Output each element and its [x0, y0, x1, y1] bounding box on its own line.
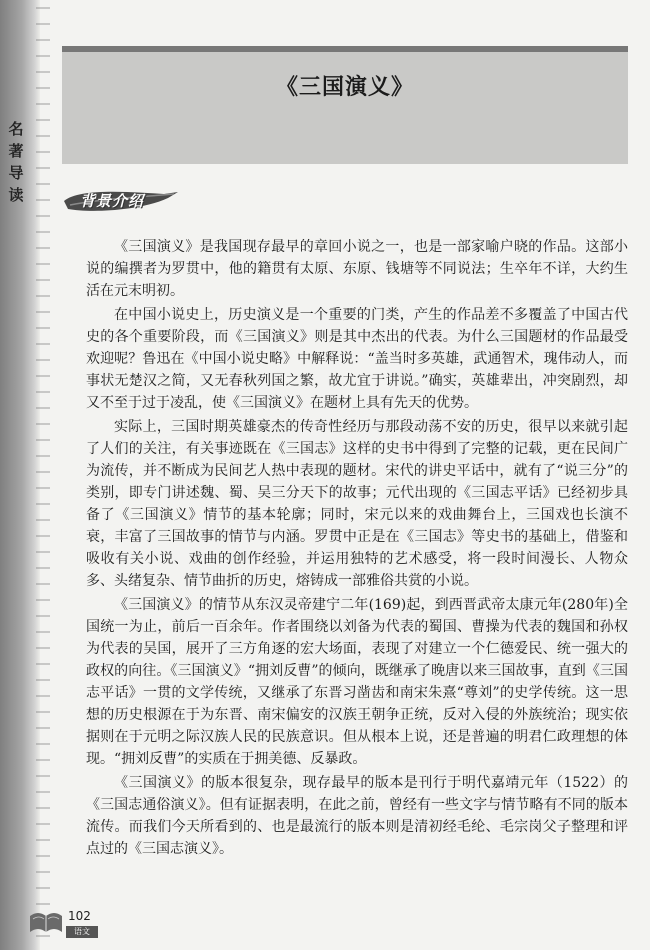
open-book-icon [28, 908, 64, 934]
sidebar-char: 导 [8, 164, 24, 182]
paragraph: 《三国演义》的情节从东汉灵帝建宁二年(169)起，到西晋武帝太康元年(280年)全国统一为止，前后一百余年。作者围绕以刘备为代表的蜀国、曹操为代表的魏国和孙权为代表的吴国，展开了三方角逐的宏大场面，表现了对建立一个仁德爱民、统一强大的政权的向往。《三国演义》“拥刘反曹”的倾向，既继承了晚唐以来三国故事，直到《三国志平话》一贯的文学传统，又继承了东晋习凿齿和南宋朱熹“尊刘”的史学传统。这一思想的历史根源在于为东晋、南宋偏安的汉族王朝争正统，反对入侵的外族统治；现实依据则在于元明之际汉族人民的民族意识。但从根本上说，还是普遍的明君仁政理想的体现。“拥刘反曹”的实质在于拥美德、反暴政。 [86, 597, 628, 767]
article-body [86, 236, 628, 862]
subject-tab: 语文 [66, 926, 98, 938]
paragraph: 实际上，三国时期英雄豪杰的传奇性经历与那段动荡不安的历史，很早以来就引起了人们的关注，有关事迹既在《三国志》这样的史书中得到了完整的记载，更在民间广为流传，并不断成为民间艺人热中表现的题材。宋代的讲史平话中，就有了“说三分”的类别，即专门讲述魏、蜀、吴三分天下的故事；元代出现的《三国志平话》已经初步具备了《三国演义》情节的基本轮廓；同时，宋元以来的戏曲舞台上，三国戏也长演不衰，丰富了三国故事的情节与内涵。罗贯中正是在《三国志》等史书的基础上，借鉴和吸收有关小说、戏曲的创作经验，并运用独特的艺术感受，将一段时间漫长、人物众多、头绪复杂、情节曲折的历史，熔铸成一部雅俗共赏的小说。 [86, 419, 628, 589]
page-footer [28, 902, 138, 942]
sidebar-char: 读 [8, 186, 24, 204]
header-band [62, 46, 628, 164]
page-number: 102 [68, 909, 91, 923]
page-title: 《三国演义》 [275, 75, 414, 100]
paragraph: 《三国演义》的版本很复杂，现存最早的版本是刊行于明代嘉靖元年（1522）的《三国志通俗演义》。但有证据表明，在此之前，曾经有一些文字与情节略有不同的版本流传。而我们今天所看到的、也是最流行的版本则是清初经毛纶、毛宗岗父子整理和评点过的《三国志演义》。 [86, 775, 628, 857]
paragraph: 《三国演义》是我国现存最早的章回小说之一，也是一部家喻户晓的作品。这部小说的编撰者为罗贯中，他的籍贯有太原、东原、钱塘等不同说法；生卒年不详，大约生活在元末明初。 [86, 239, 628, 299]
sidebar-char: 名 [8, 120, 24, 138]
header-band-rule [62, 46, 628, 52]
sidebar-char: 著 [8, 142, 24, 160]
section-heading: 背景介绍 [80, 192, 145, 210]
sidebar-label [2, 118, 30, 206]
paragraph: 在中国小说史上，历史演义是一个重要的门类，产生的作品差不多覆盖了中国古代史的各个重要阶段，而《三国演义》则是其中杰出的代表。为什么三国题材的作品最受欢迎呢？鲁迅在《中国小说史略》中解释说：“盖当时多英雄，武通智术，瑰伟动人，而事状无楚汉之简，又无春秋列国之繁，故尤宜于讲说。”确实，英雄辈出，冲突剧烈，却又不至于过于凌乱，使《三国演义》在题材上具有先天的优势。 [86, 307, 628, 411]
section-badge [60, 185, 180, 215]
